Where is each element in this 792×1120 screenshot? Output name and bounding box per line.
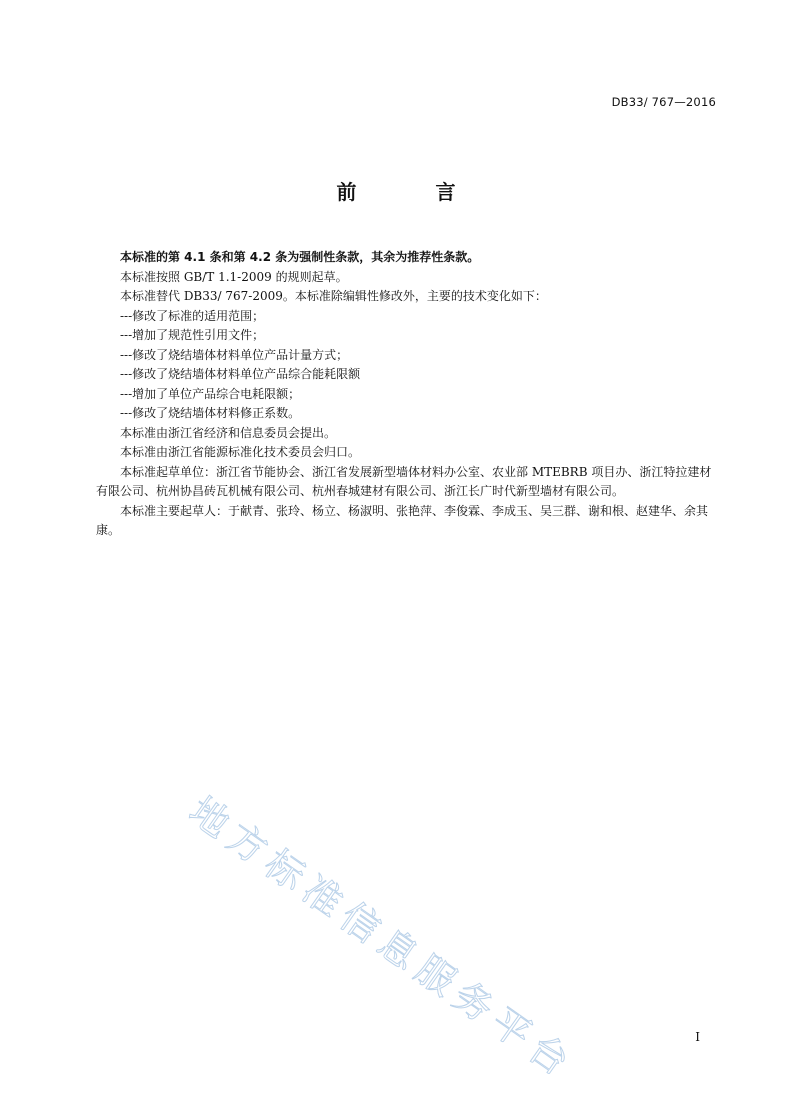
page-number: I bbox=[695, 1030, 700, 1044]
page-title: 前 言 bbox=[336, 180, 492, 204]
list-item: ---修改了烧结墙体材料单位产品综合能耗限额 bbox=[120, 367, 361, 381]
list-item: ---增加了规范性引用文件； bbox=[120, 328, 265, 342]
list-item: ---增加了单位产品综合电耗限额； bbox=[120, 386, 301, 401]
paragraph-drafting-units: 本标准起草单位：浙江省节能协会、浙江省发展新型墙体材料办公室、农业部 MTEBRB 项目办、浙江特拉建材有限公司、杭州协昌砖瓦机械有限公司、杭州春城建材有限公司、浙江长广时代新型墙材有限公司。 bbox=[96, 464, 712, 498]
list-item: ---修改了烧结墙体材料单位产品计量方式； bbox=[120, 347, 349, 362]
list-item: ---修改了烧结墙体材料修正系数。 bbox=[120, 406, 301, 420]
paragraph-mandatory-clauses: 本标准的第 4.1 条和第 4.2 条为强制性条款，其余为推荐性条款。 bbox=[120, 250, 480, 264]
paragraph-drafters: 本标准主要起草人：于献青、张玲、杨立、杨淑明、张艳萍、李俊霖、李成玉、吴三群、谢和根、赵建华、余其康。 bbox=[96, 503, 709, 537]
list-item: ---修改了标准的适用范围； bbox=[120, 308, 265, 323]
paragraph: 本标准由浙江省能源标准化技术委员会归口。 bbox=[120, 445, 361, 459]
paragraph: 本标准替代 DB33/ 767-2009。本标准除编辑性修改外，主要的技术变化如下： bbox=[120, 289, 547, 303]
paragraph: 本标准由浙江省经济和信息委员会提出。 bbox=[120, 425, 337, 440]
paragraph: 本标准按照 GB/T 1.1-2009 的规则起草。 bbox=[120, 269, 348, 284]
preface-body bbox=[96, 248, 718, 541]
document-code: DB33/ 767—2016 bbox=[611, 95, 716, 109]
watermark: 地方标准信息服务平台 bbox=[181, 788, 584, 1089]
